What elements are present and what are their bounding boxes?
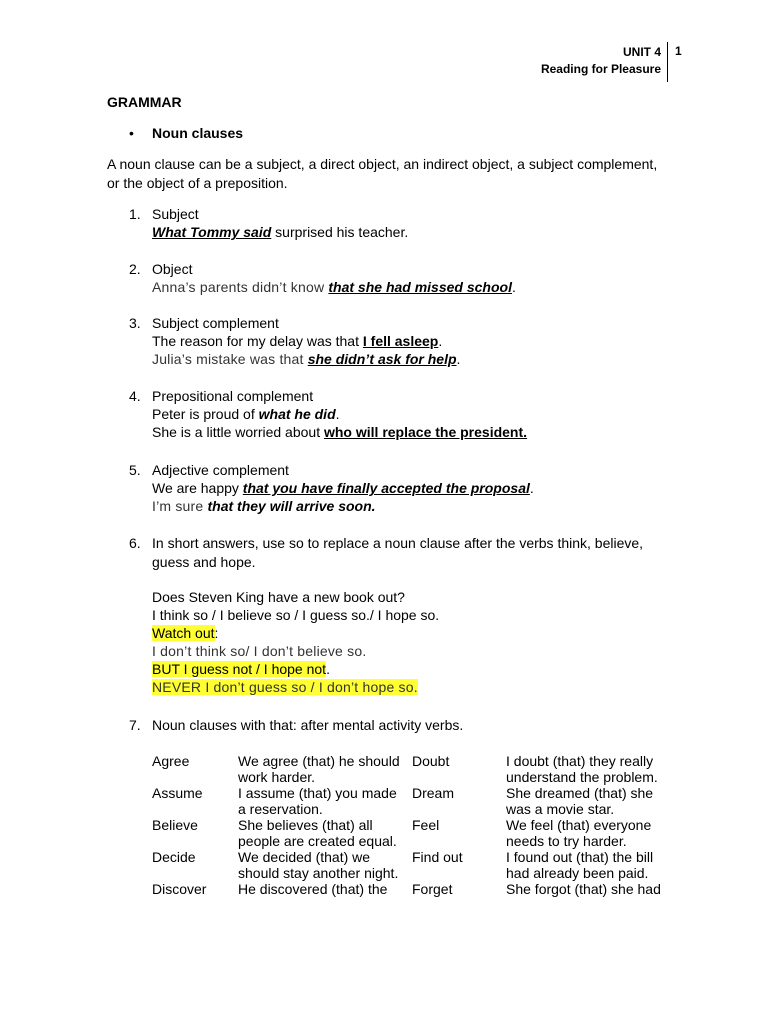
item-number: 3.: [129, 315, 141, 331]
but-line: BUT I guess not / I hope not.: [152, 661, 330, 677]
item-number: 6.: [129, 535, 141, 551]
item-label: Subject complement: [152, 315, 279, 331]
watch-out-line: Watch out:: [152, 625, 219, 641]
example-line: What Tommy said surprised his teacher.: [152, 224, 409, 240]
item-label: Object: [152, 261, 193, 277]
page-header: [541, 44, 661, 78]
verb-cell: Decide: [152, 849, 196, 865]
example-line: I’m sure that they will arrive soon.: [152, 498, 376, 514]
bullet-heading: Noun clauses: [152, 125, 244, 141]
header-divider: [667, 42, 668, 82]
table-row: [148, 785, 670, 817]
example-cell: We decided (that) we should stay another night.: [238, 849, 399, 881]
unit-subtitle: Reading for Pleasure: [540, 62, 661, 76]
intro-paragraph: A noun clause can be a subject, a direct object, an indirect object, a subject complement, or the object of a preposition.: [107, 156, 658, 191]
verb-cell: Find out: [412, 849, 463, 865]
verb-cell: Assume: [152, 785, 203, 801]
question-line: Does Steven King have a new book out?: [152, 589, 405, 605]
item-label: Prepositional complement: [152, 388, 314, 404]
example-cell: We feel (that) everyone needs to try harder.: [506, 817, 652, 849]
example-cell: He discovered (that) the: [238, 881, 388, 897]
verb-cell: Dream: [412, 785, 455, 801]
example-cell: She forgot (that) she had: [506, 881, 661, 897]
item-number: 1.: [129, 206, 141, 222]
example-line: The reason for my delay was that I fell asleep.: [152, 333, 443, 349]
item-label: Subject: [152, 206, 199, 222]
example-cell: I found out (that) the bill had already been paid.: [506, 849, 654, 881]
item-number: 5.: [129, 462, 141, 478]
table-row: [148, 817, 670, 849]
verb-cell: Feel: [412, 817, 440, 833]
item-label: Adjective complement: [152, 462, 289, 478]
verb-cell: Forget: [412, 881, 453, 897]
verb-cell: Believe: [152, 817, 198, 833]
item-number: 4.: [129, 388, 141, 404]
bullet-icon: •: [129, 125, 134, 141]
example-cell: I doubt (that) they really understand the problem.: [506, 753, 658, 785]
negative-line: I don’t think so/ I don’t believe so.: [152, 643, 367, 659]
section-title: GRAMMAR: [107, 94, 182, 110]
answer-line: I think so / I believe so / I guess so./ I hope so.: [152, 607, 440, 623]
verb-cell: Agree: [152, 753, 190, 769]
table-row: [148, 881, 670, 913]
verbs-table: [148, 753, 670, 913]
never-line: NEVER I don’t guess so / I don’t hope so.: [152, 679, 418, 695]
example-cell: We agree (that) he should work harder.: [238, 753, 400, 785]
item-text: Noun clauses with that: after mental activity verbs.: [152, 717, 464, 733]
example-line: Anna’s parents didn’t know that she had missed school.: [152, 279, 516, 295]
item-number: 2.: [129, 261, 141, 277]
verb-cell: Doubt: [412, 753, 450, 769]
example-line: Julia’s mistake was that she didn’t ask for help.: [152, 351, 461, 367]
page-number: 1: [675, 44, 682, 58]
example-line: She is a little worried about who will replace the president.: [152, 424, 528, 440]
example-cell: I assume (that) you made a reservation.: [238, 785, 397, 817]
example-line: We are happy that you have finally accepted the proposal.: [152, 480, 534, 496]
item-text: In short answers, use so to replace a noun clause after the verbs think, believe, guess and hope.: [152, 535, 644, 570]
example-line: Peter is proud of what he did.: [152, 406, 340, 422]
verb-cell: Discover: [152, 881, 207, 897]
example-cell: She believes (that) all people are created equal.: [238, 817, 397, 849]
example-cell: She dreamed (that) she was a movie star.: [506, 785, 654, 817]
item-number: 7.: [129, 717, 141, 733]
table-row: [148, 753, 670, 785]
table-row: [148, 849, 670, 881]
unit-label: UNIT 4: [622, 45, 661, 59]
